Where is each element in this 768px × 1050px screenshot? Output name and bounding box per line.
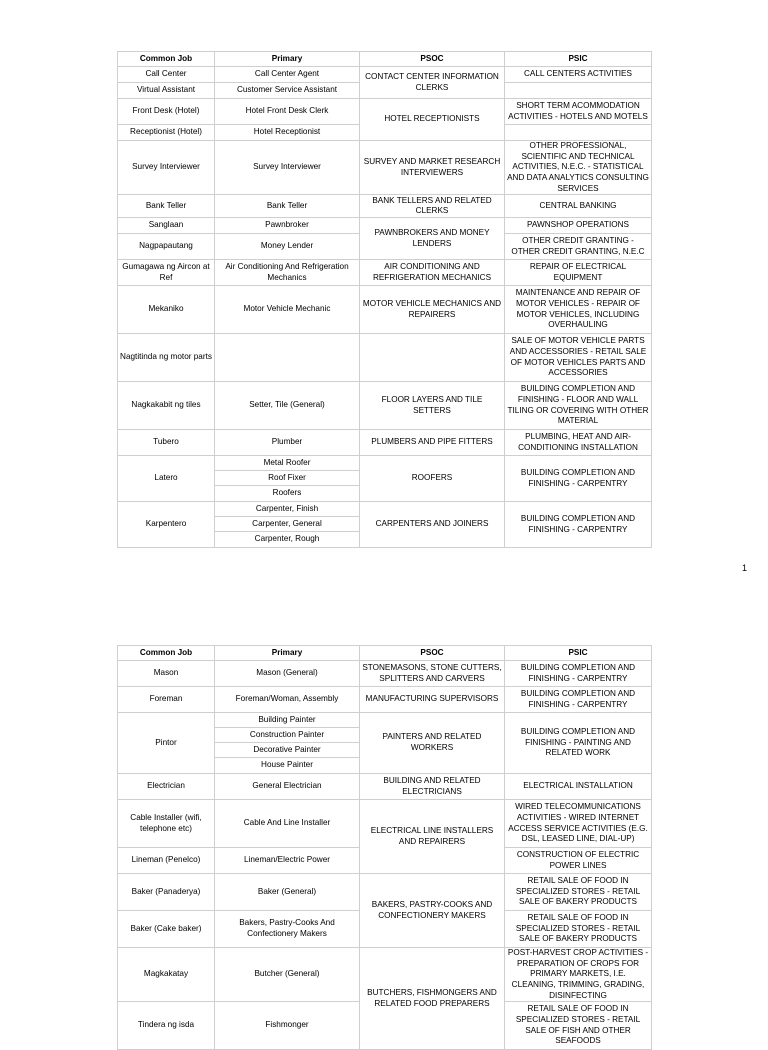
primary-cell: [215, 334, 360, 382]
psic-cell: MAINTENANCE AND REPAIR OF MOTOR VEHICLES - REPAIR OF MOTOR VEHICLES, INCLUDING OVERHAULING: [505, 286, 652, 334]
psic-cell: REPAIR OF ELECTRICAL EQUIPMENT: [505, 260, 652, 286]
table-header-row: [118, 646, 652, 661]
job-cell: Survey Interviewer: [118, 141, 215, 195]
psic-cell: RETAIL SALE OF FOOD IN SPECIALIZED STORES - RETAIL SALE OF FISH AND OTHER SEAFOODS: [505, 1002, 652, 1050]
primary-cell: Foreman/Woman, Assembly: [215, 687, 360, 713]
primary-cell: Plumber: [215, 430, 360, 456]
primary-cell: General Electrician: [215, 774, 360, 800]
psoc-cell: PLUMBERS AND PIPE FITTERS: [360, 430, 505, 456]
psoc-cell: CONTACT CENTER INFORMATION CLERKS: [360, 67, 505, 99]
header-common-job: Common Job: [118, 52, 215, 67]
job-cell: Virtual Assistant: [118, 83, 215, 99]
primary-cell: Carpenter, General: [215, 517, 360, 532]
psoc-cell: BUTCHERS, FISHMONGERS AND RELATED FOOD PREPARERS: [360, 948, 505, 1050]
job-cell: Call Center: [118, 67, 215, 83]
table-row: [118, 800, 652, 848]
psic-cell: CENTRAL BANKING: [505, 195, 652, 218]
psic-cell: CALL CENTERS ACTIVITIES: [505, 67, 652, 83]
page-number: 1: [741, 563, 747, 573]
job-cell: Nagtitinda ng motor parts: [118, 334, 215, 382]
job-table-page-1: [117, 51, 652, 548]
primary-cell: Carpenter, Finish: [215, 502, 360, 517]
table-row: [118, 774, 652, 800]
psoc-cell: BAKERS, PASTRY-COOKS AND CONFECTIONERY MAKERS: [360, 874, 505, 948]
table-header-row: [118, 52, 652, 67]
psoc-cell: [360, 334, 505, 382]
table-row: [118, 141, 652, 195]
primary-cell: House Painter: [215, 758, 360, 774]
header-primary: Primary: [215, 52, 360, 67]
psoc-cell: SURVEY AND MARKET RESEARCH INTERVIEWERS: [360, 141, 505, 195]
table-row: [118, 874, 652, 911]
psic-cell: [505, 83, 652, 99]
psic-cell: SALE OF MOTOR VEHICLE PARTS AND ACCESSORIES - RETAIL SALE OF MOTOR VEHICLES PARTS AND ACCESSORIES: [505, 334, 652, 382]
header-psoc: PSOC: [360, 52, 505, 67]
table-row: [118, 687, 652, 713]
psoc-cell: PAWNBROKERS AND MONEY LENDERS: [360, 218, 505, 260]
table-row: [118, 286, 652, 334]
job-cell: Receptionist (Hotel): [118, 125, 215, 141]
header-primary: Primary: [215, 646, 360, 661]
primary-cell: Hotel Front Desk Clerk: [215, 99, 360, 125]
job-cell: Sanglaan: [118, 218, 215, 234]
primary-cell: Metal Roofer: [215, 456, 360, 471]
primary-cell: Bakers, Pastry-Cooks And Confectionery Makers: [215, 911, 360, 948]
psic-cell: RETAIL SALE OF FOOD IN SPECIALIZED STORES - RETAIL SALE OF BAKERY PRODUCTS: [505, 874, 652, 911]
table-row: [118, 99, 652, 125]
primary-cell: Lineman/Electric Power: [215, 848, 360, 874]
table-row: [118, 260, 652, 286]
table-row: [118, 334, 652, 382]
job-cell: Foreman: [118, 687, 215, 713]
job-cell: Front Desk (Hotel): [118, 99, 215, 125]
psoc-cell: HOTEL RECEPTIONISTS: [360, 99, 505, 141]
job-cell: Karpentero: [118, 502, 215, 548]
table-row: [118, 195, 652, 218]
psoc-cell: BUILDING AND RELATED ELECTRICIANS: [360, 774, 505, 800]
psic-cell: OTHER CREDIT GRANTING - OTHER CREDIT GRANTING, N.E.C: [505, 234, 652, 260]
job-cell: Mekaniko: [118, 286, 215, 334]
psic-cell: CONSTRUCTION OF ELECTRIC POWER LINES: [505, 848, 652, 874]
primary-cell: Motor Vehicle Mechanic: [215, 286, 360, 334]
psic-cell: BUILDING COMPLETION AND FINISHING - CARPENTRY: [505, 502, 652, 548]
psoc-cell: MOTOR VEHICLE MECHANICS AND REPAIRERS: [360, 286, 505, 334]
psic-cell: BUILDING COMPLETION AND FINISHING - PAINTING AND RELATED WORK: [505, 713, 652, 774]
primary-cell: Hotel Receptionist: [215, 125, 360, 141]
psic-cell: PAWNSHOP OPERATIONS: [505, 218, 652, 234]
psic-cell: RETAIL SALE OF FOOD IN SPECIALIZED STORES - RETAIL SALE OF BAKERY PRODUCTS: [505, 911, 652, 948]
table-row: [118, 218, 652, 234]
psic-cell: BUILDING COMPLETION AND FINISHING - CARPENTRY: [505, 456, 652, 502]
job-cell: Mason: [118, 661, 215, 687]
psoc-cell: ROOFERS: [360, 456, 505, 502]
primary-cell: Decorative Painter: [215, 743, 360, 758]
primary-cell: Building Painter: [215, 713, 360, 728]
primary-cell: Air Conditioning And Refrigeration Mechanics: [215, 260, 360, 286]
job-cell: Nagpapautang: [118, 234, 215, 260]
job-cell: Baker (Panaderya): [118, 874, 215, 911]
primary-cell: Money Lender: [215, 234, 360, 260]
psoc-cell: ELECTRICAL LINE INSTALLERS AND REPAIRERS: [360, 800, 505, 874]
job-cell: Nagkakabit ng tiles: [118, 382, 215, 430]
psoc-cell: MANUFACTURING SUPERVISORS: [360, 687, 505, 713]
psoc-cell: FLOOR LAYERS AND TILE SETTERS: [360, 382, 505, 430]
psoc-cell: CARPENTERS AND JOINERS: [360, 502, 505, 548]
table-row: [118, 67, 652, 83]
primary-cell: Roofers: [215, 486, 360, 502]
job-cell: Magkakatay: [118, 948, 215, 1002]
header-psic: PSIC: [505, 52, 652, 67]
job-cell: Pintor: [118, 713, 215, 774]
job-cell: Cable Installer (wifi, telephone etc): [118, 800, 215, 848]
primary-cell: Call Center Agent: [215, 67, 360, 83]
psoc-cell: STONEMASONS, STONE CUTTERS, SPLITTERS AND CARVERS: [360, 661, 505, 687]
primary-cell: Construction Painter: [215, 728, 360, 743]
header-common-job: Common Job: [118, 646, 215, 661]
primary-cell: Butcher (General): [215, 948, 360, 1002]
psic-cell: SHORT TERM ACOMMODATION ACTIVITIES - HOTELS AND MOTELS: [505, 99, 652, 125]
table-row: [118, 382, 652, 430]
job-cell: Tindera ng isda: [118, 1002, 215, 1050]
primary-cell: Pawnbroker: [215, 218, 360, 234]
psic-cell: WIRED TELECOMMUNICATIONS ACTIVITIES - WIRED INTERNET ACCESS SERVICE ACTIVITIES (E.G. DSL, LEASED LINE, DIAL-UP): [505, 800, 652, 848]
primary-cell: Carpenter, Rough: [215, 532, 360, 548]
psic-cell: [505, 125, 652, 141]
primary-cell: Customer Service Assistant: [215, 83, 360, 99]
psic-cell: ELECTRICAL INSTALLATION: [505, 774, 652, 800]
primary-cell: Roof Fixer: [215, 471, 360, 486]
primary-cell: Baker (General): [215, 874, 360, 911]
table-row: [118, 661, 652, 687]
job-cell: Latero: [118, 456, 215, 502]
table-row: [118, 713, 652, 728]
primary-cell: Mason (General): [215, 661, 360, 687]
primary-cell: Setter, Tile (General): [215, 382, 360, 430]
table-row: [118, 948, 652, 1002]
psoc-cell: AIR CONDITIONING AND REFRIGERATION MECHANICS: [360, 260, 505, 286]
header-psic: PSIC: [505, 646, 652, 661]
job-cell: Baker (Cake baker): [118, 911, 215, 948]
table-row: [118, 502, 652, 517]
primary-cell: Fishmonger: [215, 1002, 360, 1050]
job-cell: Tubero: [118, 430, 215, 456]
primary-cell: Bank Teller: [215, 195, 360, 218]
job-cell: Lineman (Penelco): [118, 848, 215, 874]
psic-cell: POST-HARVEST CROP ACTIVITIES - PREPARATION OF CROPS FOR PRIMARY MARKETS, I.E. CLEANING, TRIMMING, GRADING, DISINFECTING: [505, 948, 652, 1002]
job-cell: Electrician: [118, 774, 215, 800]
job-table-page-2: [117, 645, 652, 1050]
job-cell: Bank Teller: [118, 195, 215, 218]
table-row: [118, 456, 652, 471]
psic-cell: PLUMBING, HEAT AND AIR-CONDITIONING INSTALLATION: [505, 430, 652, 456]
psic-cell: BUILDING COMPLETION AND FINISHING - FLOOR AND WALL TILING OR COVERING WITH OTHER MATERIAL: [505, 382, 652, 430]
header-psoc: PSOC: [360, 646, 505, 661]
psoc-cell: PAINTERS AND RELATED WORKERS: [360, 713, 505, 774]
table-row: [118, 430, 652, 456]
primary-cell: Survey Interviewer: [215, 141, 360, 195]
primary-cell: Cable And Line Installer: [215, 800, 360, 848]
psoc-cell: BANK TELLERS AND RELATED CLERKS: [360, 195, 505, 218]
job-cell: Gumagawa ng Aircon at Ref: [118, 260, 215, 286]
psic-cell: OTHER PROFESSIONAL, SCIENTIFIC AND TECHNICAL ACTIVITIES, N.E.C. - STATISTICAL AND DATA ANALYTICS CONSULTING SERVICES: [505, 141, 652, 195]
psic-cell: BUILDING COMPLETION AND FINISHING - CARPENTRY: [505, 661, 652, 687]
psic-cell: BUILDING COMPLETION AND FINISHING - CARPENTRY: [505, 687, 652, 713]
